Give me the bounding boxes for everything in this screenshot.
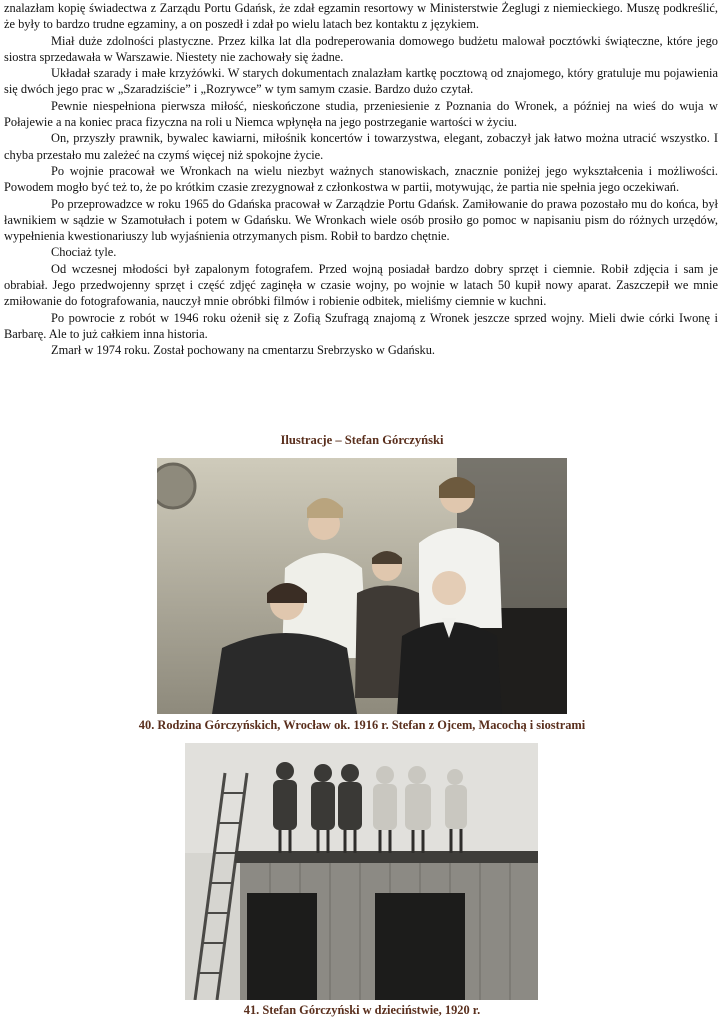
section-title: Ilustracje – Stefan Górczyński: [280, 433, 444, 447]
body-text: [4, 0, 718, 359]
paragraph: Pewnie niespełniona pierwsza miłość, nieskończone studia, przeniesienie z Poznania do Wronek, a później na wieś do wuja w Połajewie a na koniec praca fizyczna na roli u Niemca wpłynęła na jego postrzeganie wartości w życiu.: [4, 98, 718, 130]
paragraph: Miał duże zdolności plastyczne. Przez kilka lat dla podreperowania domowego budżetu malował pocztówki świąteczne, które jego siostra sprzedawała w Warszawie. Niestety nie zachowały się żadne.: [4, 33, 718, 64]
paragraph: Po powrocie z robót w 1946 roku ożenił się z Zofią Szufragą znajomą z Wronek jeszcze sprzed wojny. Mieli dwie córki Iwonę i Barbarę. Ale to już całkiem inna historia.: [4, 310, 718, 341]
paragraph: Zmarł w 1974 roku. Został pochowany na cmentarzu Srebrzysko w Gdańsku.: [51, 343, 436, 358]
figure-caption: 40. Rodzina Górczyńskich, Wrocław ok. 1916 r. Stefan z Ojcem, Macochą i siostrami: [138, 718, 586, 732]
childhood-photo: [185, 743, 538, 1000]
paragraph: Od wczesnej młodości był zapalonym fotografem. Przed wojną posiadał bardzo dobry sprzęt i ciemnie. Robił zdjęcia i sam je obrabiał. Jego przedwojenny sprzęt i część zdjęć zaginęła w czasie wojny, po wojnie w latach 50 kupił nowy aparat. Zaszczepił we mnie zmiłowanie do fotografowania, nauczył mnie obróbki filmów i robienie odbitek, mieliśmy ciemnie w kuchni.: [4, 261, 718, 309]
family-photo: [157, 458, 567, 714]
family-photo-illustration: [157, 458, 567, 714]
paragraph: Chociaż tyle.: [51, 245, 117, 260]
paragraph: Po wojnie pracował we Wronkach na wielu niezbyt ważnych stanowiskach, znacznie poniżej jego wykształcenia i możliwości. Powodem mogło być też to, że po krótkim czasie zrezygnował z członkostwa w partii, motywując, że partia nie spełnia jego oczekiwań.: [4, 163, 718, 195]
paragraph: Po przeprowadzce w roku 1965 do Gdańska pracował w Zarządzie Portu Gdańsk. Zamiłowanie do prawa pozostało mu do końca, był ławnikiem w sądzie w Szamotułach i potem w Gdańsku. We Wronkach wiele osób prosiło go pomoc w napisaniu pism do różnych urzędów, wypełnienia kwestionariuszy lub wyjaśnienia otrzymanych pism. Robił to bardzo chętnie.: [4, 196, 718, 244]
paragraph: znalazłam kopię świadectwa z Zarządu Portu Gdańsk, że zdał egzamin resortowy w Ministerstwie Żeglugi z niemieckiego. Muszę podkreślić, że były to bardzo trudne egzaminy, a on poszedł i zdał po wielu latach bez kontaktu z językiem.: [4, 1, 718, 32]
figure-caption: 41. Stefan Górczyński w dzieciństwie, 1920 r.: [243, 1003, 481, 1017]
paragraph: Układał szarady i małe krzyżówki. W starych dokumentach znalazłam kartkę pocztową od znajomego, który gratuluje mu pojawienia się dwóch jego prac w „Szaradziście” i „Rozrywce” w tym samym czasie. Bardzo dużo czytał.: [4, 66, 718, 97]
childhood-photo-illustration: [185, 743, 538, 1000]
paragraph: On, przyszły prawnik, bywalec kawiarni, miłośnik koncertów i towarzystwa, elegant, zobaczył jak łatwo można utracić wszystko. I chyba przestało mu zależeć na czymś więcej niż spokojne życie.: [4, 131, 718, 162]
